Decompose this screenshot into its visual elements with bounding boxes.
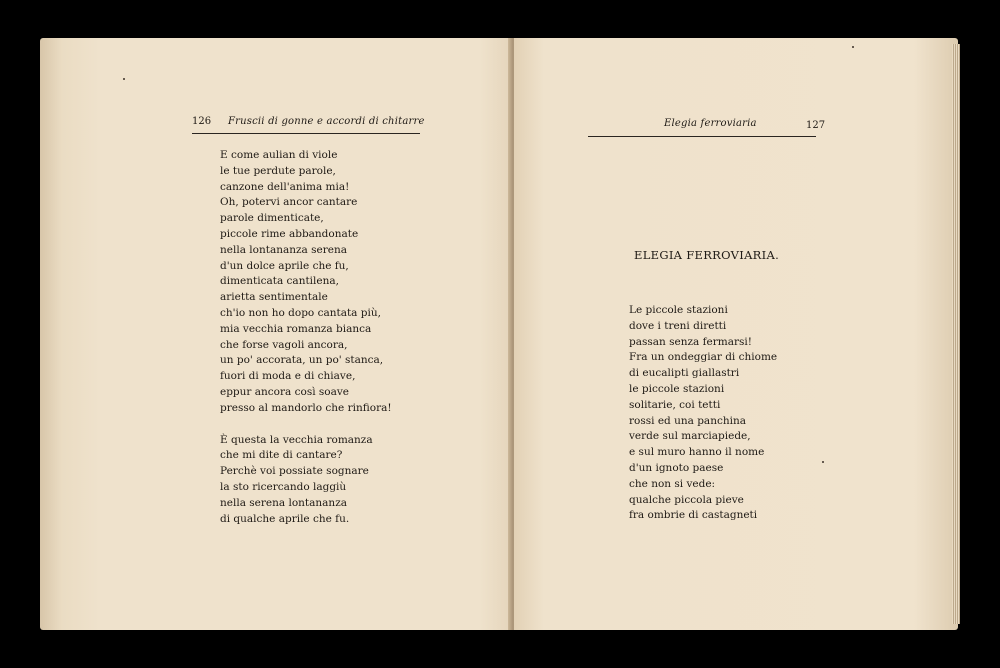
- left-poem: [220, 148, 392, 527]
- poem-line: Le piccole stazioni: [629, 304, 728, 316]
- poem-line: d'un ignoto paese: [629, 461, 724, 474]
- paper-speck: [123, 78, 125, 80]
- page-edges: [952, 44, 960, 624]
- poem-line: che forse vagoli ancora,: [220, 338, 348, 351]
- poem-line: di qualche aprile che fu.: [220, 512, 350, 525]
- poem-line: passan senza fermarsi!: [629, 335, 752, 348]
- poem-line: un po' accorata, un po' stanca,: [220, 354, 384, 367]
- paper-speck: [822, 461, 824, 463]
- poem-line: presso al mandorlo che rinfiora!: [220, 401, 392, 414]
- poem-line: le piccole stazioni: [629, 382, 725, 395]
- poem-line: che mi dite di cantare?: [220, 449, 343, 462]
- poem-line: E come aulian di viole: [220, 149, 338, 161]
- poem-line: Fra un ondeggiar di chiome: [629, 351, 778, 364]
- poem-line: la sto ricercando laggiù: [220, 480, 347, 493]
- poem-line: che non si vede:: [629, 477, 716, 490]
- poem-line: nella serena lontananza: [220, 496, 347, 509]
- right-header-rule: [588, 136, 816, 137]
- poem-line: Oh, potervi ancor cantare: [220, 196, 358, 209]
- poem-line: nella lontananza serena: [220, 243, 347, 256]
- open-book: [40, 38, 958, 630]
- left-page: [40, 38, 514, 630]
- left-header-rule: [192, 133, 420, 134]
- poem-line: ch'io non ho dopo cantata più,: [220, 306, 381, 319]
- right-page-number: 127: [806, 120, 826, 131]
- poem-line: di eucalipti giallastri: [629, 367, 740, 380]
- poem-line: piccole rime abbandonate: [220, 227, 359, 240]
- poem-line: parole dimenticate,: [220, 212, 324, 225]
- poem-line: canzone dell'anima mia!: [220, 180, 350, 193]
- stanza-gap: [220, 417, 392, 433]
- left-running-head: Fruscii di gonne e accordi di chitarre: [228, 116, 425, 127]
- poem-line: dimenticata cantilena,: [220, 275, 339, 288]
- paper-speck: [852, 46, 854, 48]
- poem-line: dove i treni diretti: [629, 319, 727, 332]
- poem-line: È questa la vecchia romanza: [220, 433, 373, 446]
- right-page: [514, 38, 958, 630]
- poem-line: mia vecchia romanza bianca: [220, 322, 372, 335]
- poem-line: verde sul marciapiede,: [629, 430, 751, 443]
- poem-line: solitarie, coi tetti: [629, 398, 721, 411]
- right-running-head: Elegia ferroviaria: [664, 118, 757, 129]
- poem-line: fuori di moda e di chiave,: [220, 370, 356, 383]
- left-page-number: 126: [192, 116, 212, 127]
- poem-line: fra ombrie di castagneti: [629, 509, 758, 522]
- poem-line: arietta sentimentale: [220, 291, 328, 304]
- poem-line: rossi ed una panchina: [629, 414, 746, 427]
- poem-line: eppur ancora così soave: [220, 385, 350, 398]
- right-poem: [629, 303, 777, 524]
- poem-title: ELEGIA FERROVIARIA.: [634, 248, 780, 262]
- poem-line: le tue perdute parole,: [220, 164, 336, 177]
- poem-line: Perchè voi possiate sognare: [220, 465, 369, 478]
- poem-line: d'un dolce aprile che fu,: [220, 259, 349, 272]
- poem-line: qualche piccola pieve: [629, 493, 744, 506]
- poem-line: e sul muro hanno il nome: [629, 446, 765, 459]
